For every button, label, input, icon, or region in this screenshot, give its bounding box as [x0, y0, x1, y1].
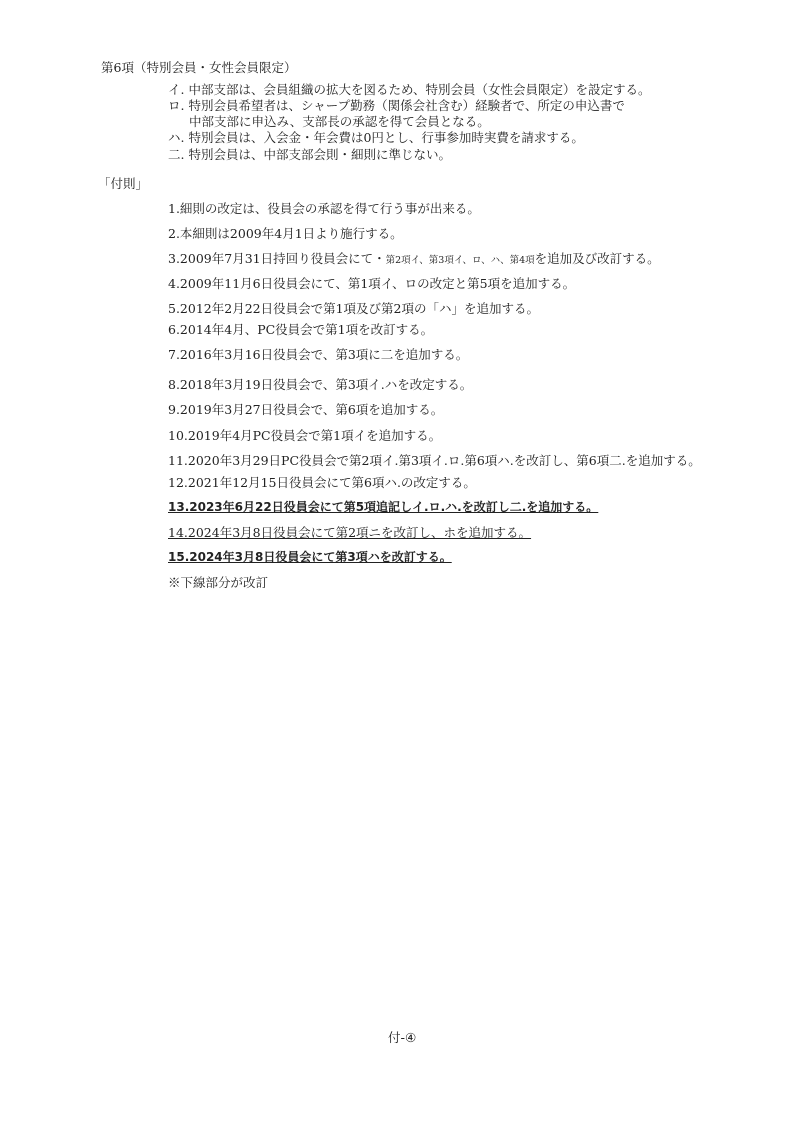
supp-item-14: 14.2024年3月8日役員会にて第2項ニを改訂し、ホを追加する。: [168, 525, 532, 540]
supp-item-4: 4.2009年11月6日役員会にて、第1項イ、ロの改定と第5項を追加する。: [168, 276, 576, 291]
supp-item-3-small: 第2項イ、第3項イ、ロ、ハ、第4項: [385, 255, 535, 266]
supp-item-13: 13.2023年6月22日役員会にて第5項追記しイ.ロ.ハ.を改訂し二.を追加する。: [168, 500, 599, 514]
section6-item-ni: 二. 特別会員は、中部支部会則・細則に準じない。: [168, 147, 451, 162]
supp-item-3: [168, 251, 660, 268]
supp-item-6: 6.2014年4月、PC役員会で第1項を改訂する。: [168, 322, 434, 337]
supp-item-5: 5.2012年2月22日役員会で第1項及び第2項の「ハ」を追加する。: [168, 301, 540, 316]
revision-note: ※下線部分が改訂: [168, 575, 269, 590]
section6-item-ro-cont: 中部支部に申込み、支部長の承認を得て会員となる。: [189, 114, 490, 129]
supp-item-3-a: 3.2009年7月31日持回り役員会にて・: [168, 251, 386, 266]
supp-item-15: 15.2024年3月8日役員会にて第3項ハを改訂する。: [168, 550, 452, 564]
supp-item-12: 12.2021年12月15日役員会にて第6項ハ.の改定する。: [168, 475, 476, 490]
supplementary-title: 「付則」: [98, 176, 149, 191]
supp-item-3-b: を追加及び改訂する。: [534, 251, 660, 266]
section6-item-ha: ハ. 特別会員は、入会金・年会費は0円とし、行事参加時実費を請求する。: [168, 130, 584, 145]
supp-item-10: 10.2019年4月PC役員会で第1項イを追加する。: [168, 428, 442, 443]
supp-item-11: 11.2020年3月29日PC役員会で第2項イ.第3項イ.ロ.第6項ハ.を改訂し、第6項二.を追加する。: [168, 453, 701, 468]
supp-item-8: 8.2018年3月19日役員会で、第3項イ.ハを改定する。: [168, 377, 473, 392]
supp-item-9: 9.2019年3月27日役員会で、第6項を追加する。: [168, 402, 444, 417]
supp-item-2: 2.本細則は2009年4月1日より施行する。: [168, 226, 403, 241]
supp-item-1: 1.細則の改定は、役員会の承認を得て行う事が出来る。: [168, 201, 480, 216]
supp-item-7: 7.2016年3月16日役員会で、第3項に二を追加する。: [168, 347, 469, 362]
page-number: 付-④: [388, 1030, 417, 1045]
section6-item-ro: ロ. 特別会員希望者は、シャープ勤務（関係会社含む）経験者で、所定の申込書で: [168, 98, 625, 113]
section6-title: 第6項（特別会員・女性会員限定）: [101, 60, 297, 75]
section6-item-i: イ. 中部支部は、会員組織の拡大を図るため、特別会員（女性会員限定）を設定する。: [168, 82, 651, 97]
